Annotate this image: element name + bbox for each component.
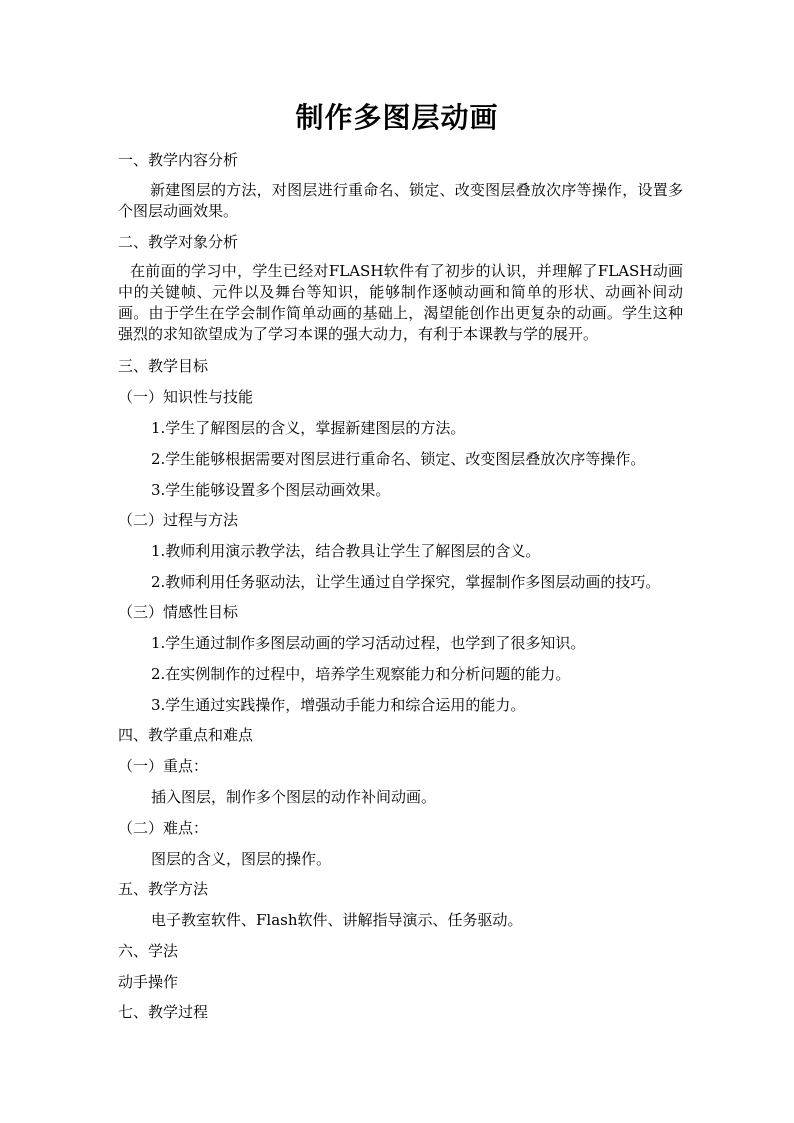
- section-heading-teaching-process: 七、教学过程: [118, 1003, 209, 1021]
- subsection-heading-difficulty: （二）难点：: [118, 819, 209, 837]
- difficulty-text: 图层的含义，图层的操作。: [151, 850, 332, 868]
- process-item-2: 2.教师利用任务驱动法，让学生通过自学探究，掌握制作多图层动画的技巧。: [151, 573, 661, 591]
- learning-methods-text: 动手操作: [118, 973, 179, 991]
- subsection-heading-key: （一）重点：: [118, 757, 209, 775]
- knowledge-item-1: 1.学生了解图层的含义，掌握新建图层的方法。: [151, 419, 466, 437]
- knowledge-item-2: 2.学生能够根据需要对图层进行重命名、锁定、改变图层叠放次序等操作。: [151, 450, 646, 468]
- key-point-text: 插入图层，制作多个图层的动作补间动画。: [151, 788, 437, 806]
- process-item-1: 1.教师利用演示教学法，结合教具让学生了解图层的含义。: [151, 542, 541, 560]
- page-title: 制作多图层动画: [295, 101, 499, 134]
- affective-item-2: 2.在实例制作的过程中，培养学生观察能力和分析问题的能力。: [151, 665, 571, 683]
- knowledge-item-3: 3.学生能够设置多个图层动画效果。: [151, 481, 391, 499]
- section-heading-methods: 五、教学方法: [118, 880, 209, 898]
- section-heading-objectives: 三、教学目标: [118, 357, 209, 375]
- methods-text: 电子教室软件、Flash软件、讲解指导演示、任务驱动。: [151, 911, 523, 929]
- content-analysis-text: 新建图层的方法，对图层进行重命名、锁定、改变图层叠放次序等操作，设置多个图层动画效果。: [118, 181, 683, 220]
- section-heading-audience-analysis: 二、教学对象分析: [118, 233, 239, 251]
- section-heading-learning-methods: 六、学法: [118, 942, 179, 960]
- subsection-heading-affective: （三）情感性目标: [118, 603, 239, 621]
- affective-item-3: 3.学生通过实践操作，增强动手能力和综合运用的能力。: [151, 696, 526, 714]
- affective-item-1: 1.学生通过制作多图层动画的学习活动过程，也学到了很多知识。: [151, 634, 586, 652]
- subsection-heading-process: （二）过程与方法: [118, 511, 239, 529]
- audience-analysis-text: 在前面的学习中，学生已经对FLASH软件有了初步的认识，并理解了FLASH动画中的关键帧、元件以及舞台等知识，能够制作逐帧动画和简单的形状、动画补间动画。由于学生在学会制作简单动画的基础上，渴望能创作出更复杂的动画。学生这种强烈的求知欲望成为了学习本课的强大动力，有利于本课教与学的展开。: [118, 262, 683, 343]
- section-heading-key-points: 四、教学重点和难点: [118, 726, 254, 744]
- section-heading-content-analysis: 一、教学内容分析: [118, 151, 239, 169]
- subsection-heading-knowledge: （一）知识性与技能: [118, 388, 254, 406]
